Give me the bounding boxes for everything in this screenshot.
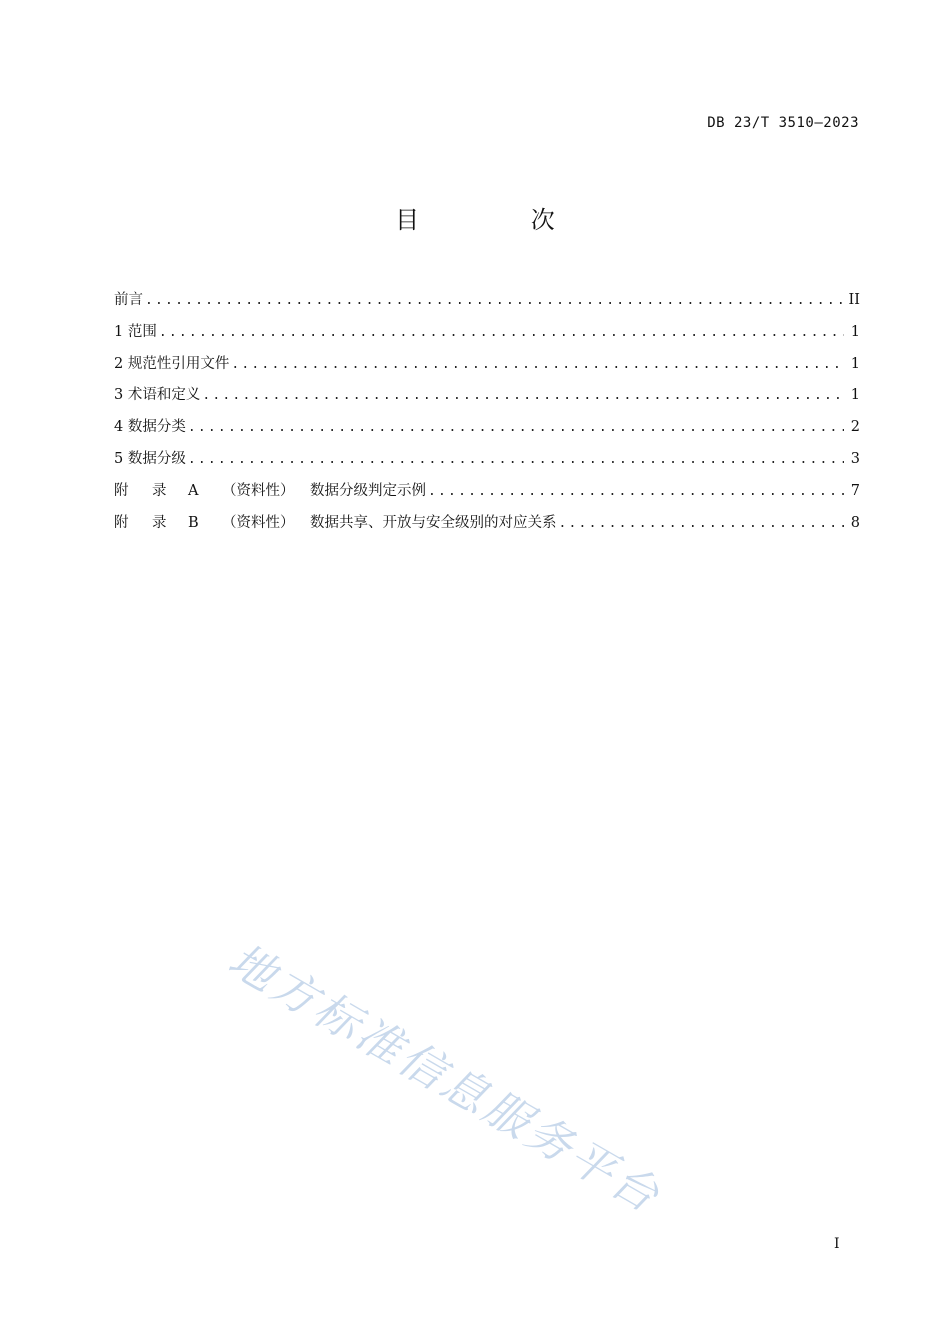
toc-entry-page: 8 — [850, 514, 860, 531]
toc-leader-dots — [428, 484, 844, 499]
footer-page-number: I — [834, 1236, 840, 1252]
annex-word: 附 — [114, 514, 129, 531]
toc-entry-page: 7 — [850, 482, 860, 499]
annex-type: （资料性） — [222, 482, 295, 499]
annex-word: 录 — [152, 482, 167, 499]
toc-entry-page: II — [848, 292, 860, 308]
annex-title: 数据共享、开放与安全级别的对应关系 — [310, 514, 557, 531]
toc-entry-label: 1 范围 — [114, 323, 157, 340]
toc-entry-label: 3 术语和定义 — [114, 387, 201, 404]
toc-entry-label: 前言 — [114, 292, 143, 308]
toc-leader-dots — [559, 516, 845, 531]
toc-entry-annex-a[interactable] — [114, 479, 860, 511]
toc-leader-dots — [231, 357, 844, 372]
toc-entry-page: 2 — [850, 419, 860, 436]
annex-letter: A — [188, 482, 199, 499]
standard-code: DB 23/T 3510—2023 — [707, 115, 859, 131]
toc-entry-label: 2 规范性引用文件 — [114, 355, 230, 372]
page-title: 目 次 — [395, 206, 607, 234]
toc-entry-page: 1 — [850, 387, 860, 404]
toc-entry-label — [114, 479, 426, 500]
toc-entry-data-grading[interactable] — [114, 447, 860, 479]
toc-entry-label: 5 数据分级 — [114, 450, 186, 467]
toc-leader-dots — [159, 325, 844, 340]
toc-entry-terms-definitions[interactable] — [114, 383, 860, 415]
toc-entry-scope[interactable] — [114, 320, 860, 352]
toc-entry-data-classification[interactable] — [114, 415, 860, 447]
annex-word: 录 — [152, 514, 167, 531]
toc-leader-dots — [188, 420, 844, 435]
watermark: 地方标准信息服务平台 — [219, 933, 671, 1224]
table-of-contents — [114, 288, 860, 542]
annex-type: （资料性） — [222, 514, 295, 531]
toc-entry-label — [114, 511, 557, 532]
annex-letter: B — [188, 514, 199, 531]
toc-leader-dots — [145, 293, 843, 308]
toc-entry-preface[interactable] — [114, 288, 860, 320]
toc-entry-label: 4 数据分类 — [114, 419, 186, 436]
toc-entry-page: 3 — [850, 450, 860, 467]
annex-word: 附 — [114, 482, 129, 499]
toc-leader-dots — [188, 452, 844, 467]
annex-title: 数据分级判定示例 — [310, 482, 426, 499]
toc-leader-dots — [202, 388, 844, 403]
toc-entry-page: 1 — [850, 323, 860, 340]
toc-entry-page: 1 — [850, 355, 860, 372]
toc-entry-annex-b[interactable] — [114, 511, 860, 543]
toc-entry-normative-references[interactable] — [114, 352, 860, 384]
